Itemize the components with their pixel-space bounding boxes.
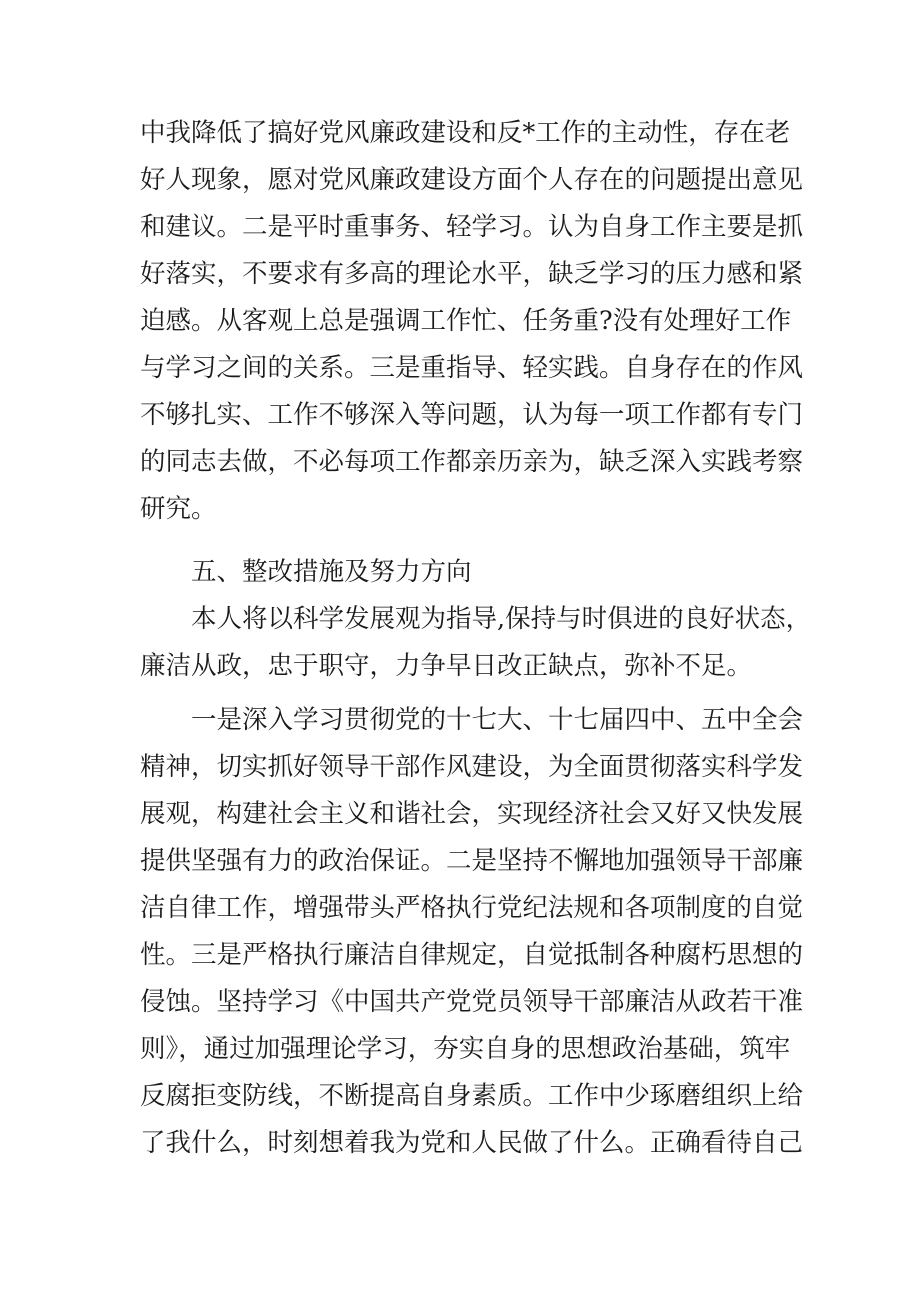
- paragraph-3-line-8: 则》，通过加强理论学习，夯实自身的思想政治基础，筑牢: [140, 1034, 791, 1064]
- paragraph-1-line-8: 的同志去做，不必每项工作都亲历亲为，缺乏深入实践考察: [140, 447, 804, 477]
- paragraph-3-line-7: 侵蚀。坚持学习《中国共产党党员领导干部廉洁从政若干准: [140, 987, 804, 1017]
- paragraph-3-line-1: 一是深入学习贯彻党的十七大、十七届四中、五中全会: [191, 705, 804, 735]
- paragraph-3-line-9: 反腐拒变防线，不断提高自身素质。工作中少琢磨组织上给: [140, 1081, 804, 1111]
- paragraph-3-line-2: 精神，切实抓好领导干部作风建设，为全面贯彻落实科学发: [140, 752, 804, 782]
- paragraph-3-line-6: 性。三是严格执行廉洁自律规定，自觉抵制各种腐朽思想的: [140, 940, 804, 970]
- section-heading: 五、整改措施及努力方向: [191, 557, 472, 587]
- paragraph-3-line-3: 展观，构建社会主义和谐社会，实现经济社会又好又快发展: [140, 799, 804, 829]
- paragraph-2-line-1: 本人将以科学发展观为指导,保持与时俱进的良好状态，: [191, 604, 812, 634]
- paragraph-3-line-4: 提供坚强有力的政治保证。二是坚持不懈地加强领导干部廉: [140, 846, 804, 876]
- paragraph-1-line-3: 和建议。二是平时重事务、轻学习。认为自身工作主要是抓: [140, 212, 804, 242]
- paragraph-1-line-7: 不够扎实、工作不够深入等问题，认为每一项工作都有专门: [140, 400, 804, 430]
- paragraph-1-line-2: 好人现象，愿对党风廉政建设方面个人存在的问题提出意见: [140, 165, 804, 195]
- paragraph-1-line-1: 中我降低了搞好党风廉政建设和反*工作的主动性，存在老: [140, 118, 791, 148]
- paragraph-1-line-6: 与学习之间的关系。三是重指导、轻实践。自身存在的作风: [140, 353, 804, 383]
- paragraph-1-line-9: 研究。: [140, 494, 217, 524]
- paragraph-3-line-5: 洁自律工作，增强带头严格执行党纪法规和各项制度的自觉: [140, 893, 804, 923]
- paragraph-2-line-2: 廉洁从政，忠于职守，力争早日改正缺点，弥补不足。: [140, 651, 753, 681]
- paragraph-3-line-10: 了我什么，时刻想着我为党和人民做了什么。正确看待自己: [140, 1128, 804, 1158]
- paragraph-1-line-5: 迫感。从客观上总是强调工作忙、任务重?没有处理好工作: [140, 306, 792, 336]
- paragraph-1-line-4: 好落实，不要求有多高的理论水平，缺乏学习的压力感和紧: [140, 259, 804, 289]
